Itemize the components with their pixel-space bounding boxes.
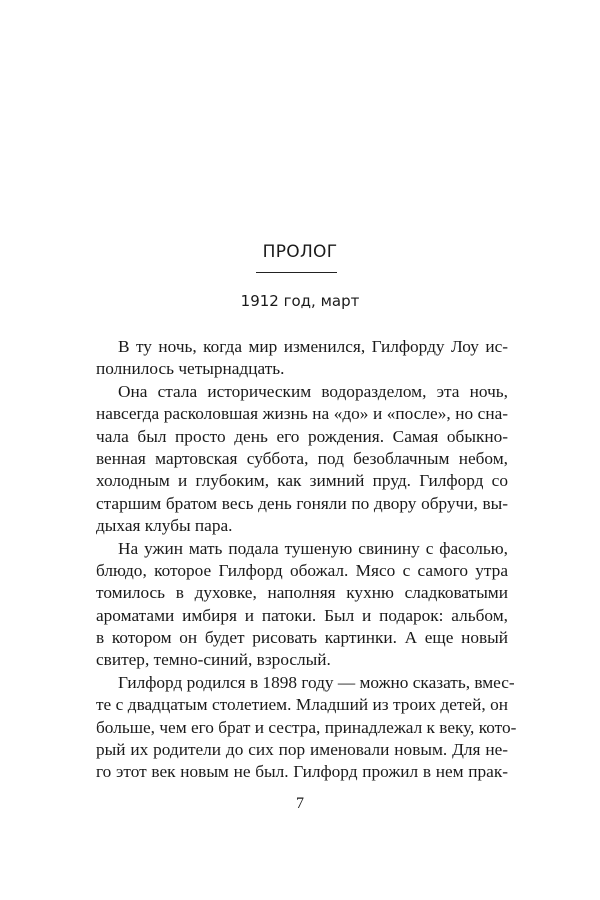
title-underline (256, 272, 337, 273)
text-line: чала был просто день его рождения. Самая обыкно- (96, 426, 508, 446)
paragraph (96, 672, 517, 784)
text-line: томилось в духовке, наполняя кухню сладковатыми (96, 583, 508, 603)
text-line: холодным и глубоким, как зимний пруд. Гилфорд со (96, 471, 508, 491)
page-number: 7 (296, 795, 304, 812)
text-line: больше, чем его брат и сестра, принадлежал к веку, кото- (96, 717, 517, 737)
text-line: венная мартовская суббота, под безоблачным небом, (96, 448, 508, 468)
text-line: дыхая клубы пара. (96, 516, 233, 536)
text-line: старшим братом весь день гоняли по двору обручи, вы- (96, 493, 508, 513)
text-line: ароматами имбиря и патоки. Был и подарок: альбом, (96, 605, 508, 625)
text-line: свитер, темно-синий, взрослый. (96, 650, 331, 670)
text-line: рый их родители до сих пор именовали новым. Для не- (96, 740, 508, 760)
text-line: навсегда расколовшая жизнь на «до» и «после», но сна- (96, 404, 508, 424)
chapter-title: ПРОЛОГ (262, 242, 338, 262)
chapter-subtitle: 1912 год, март (240, 292, 360, 310)
paragraph (96, 336, 508, 381)
text-line: го этот век новым не был. Гилфорд прожил в нем прак- (96, 762, 508, 782)
text-line: В ту ночь, когда мир изменился, Гилфорду Лоу ис- (118, 337, 508, 356)
text-line: те с двадцатым столетием. Младший из троих детей, он (96, 695, 508, 715)
text-line: Гилфорд родился в 1898 году — можно сказать, вмес- (118, 672, 515, 692)
text-line: в котором он будет рисовать картинки. А еще новый (96, 628, 508, 648)
paragraph (96, 538, 508, 672)
text-line: На ужин мать подала тушеную свинину с фасолью, (118, 538, 508, 558)
text-line: Она стала историческим водоразделом, эта ночь, (118, 381, 508, 401)
paragraph (96, 381, 508, 538)
text-line: блюдо, которое Гилфорд обожал. Мясо с самого утра (96, 560, 508, 580)
text-line: полнилось четырнадцать. (96, 359, 285, 379)
body-text (96, 336, 517, 784)
